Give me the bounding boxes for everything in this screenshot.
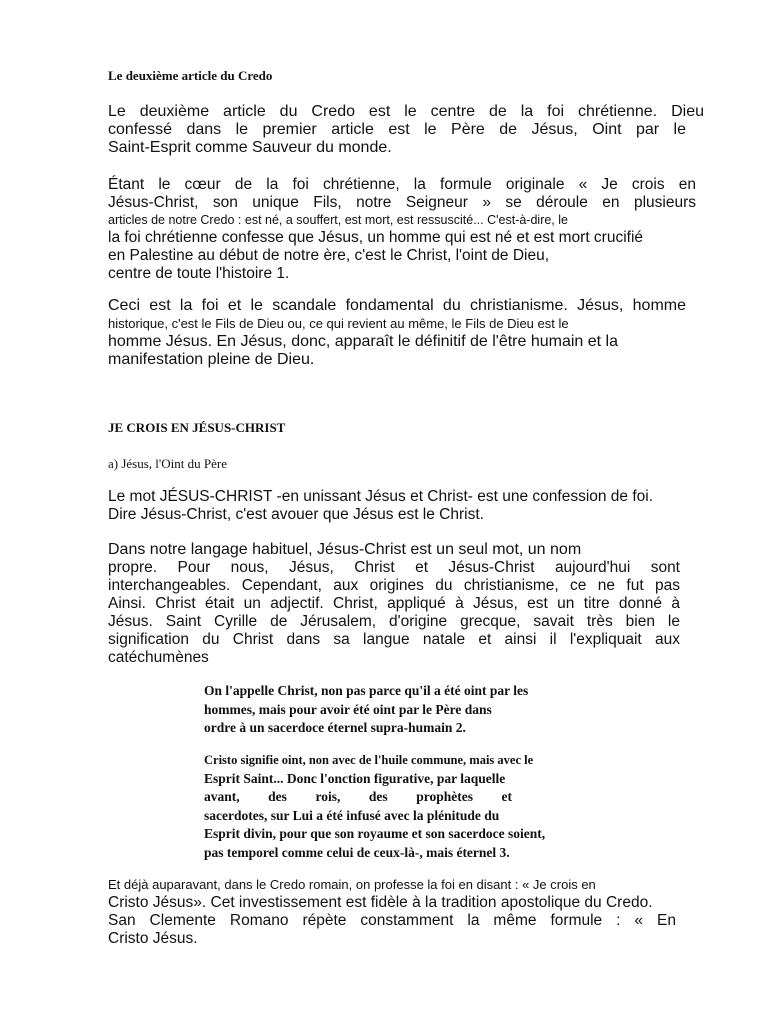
text-line: historique, c'est le Fils de Dieu ou, ce qui revient au même, le Fils de Dieu est le (108, 316, 569, 331)
text-line: catéchumènes (108, 649, 209, 666)
quote-line: ordre à un sacerdoce éternel supra-humain 2. (204, 720, 466, 735)
text-line: Dans notre langage habituel, Jésus-Christ est un seul mot, un nom (108, 541, 582, 558)
text-line: Étant le cœur de la foi chrétienne, la formule originale « Je crois en (108, 176, 696, 193)
text-line: Cristo Jésus. (108, 930, 198, 947)
paragraph-4 (108, 488, 698, 524)
quote-line: Cristo signifie oint, non avec de l'huile commune, mais avec le (204, 753, 534, 767)
text-line: Cristo Jésus». Cet investissement est fidèle à la tradition apostolique du Credo. (108, 894, 653, 911)
quote-line: hommes, mais pour avoir été oint par le Père dans (204, 701, 492, 717)
text-line: homme Jésus. En Jésus, donc, apparaît le définitif de l'être humain et la (108, 333, 618, 350)
document-title: Le deuxième article du Credo (108, 68, 273, 83)
paragraph-3 (108, 297, 686, 369)
section-heading: JE CROIS EN JÉSUS-CHRIST (108, 420, 286, 435)
text-line: Jésus-Christ, son unique Fils, notre Seigneur » se déroule en plusieurs (108, 194, 696, 211)
text-line: Saint-Esprit comme Sauveur du monde. (108, 139, 392, 156)
block-quote-1 (204, 682, 590, 738)
quote-line: Esprit Saint... Donc l'onction figurative, par laquelle (204, 770, 506, 786)
quote-line: avant, des rois, des prophètes et (204, 789, 512, 804)
paragraph-5 (108, 541, 680, 667)
text-line: confessé dans le premier article est le Père de Jésus, Oint par le (108, 121, 686, 138)
text-line: interchangeables. Cependant, aux origines du christianisme, ce ne fut pas (108, 577, 680, 594)
text-line: Ceci est la foi et le scandale fondamental du christianisme. Jésus, homme (108, 297, 686, 314)
text-line: centre de toute l'histoire 1. (108, 265, 290, 282)
text-line: Le mot JÉSUS-CHRIST -en unissant Jésus et Christ- est une confession de foi. (108, 488, 654, 505)
quote-line: sacerdotes, sur Lui a été infusé avec la plénitude du (204, 807, 500, 823)
paragraph-6 (108, 876, 704, 948)
paragraph-1 (108, 103, 704, 157)
subheading: a) Jésus, l'Oint du Père (108, 456, 227, 471)
text-line: Dire Jésus-Christ, c'est avouer que Jésus est le Christ. (108, 506, 484, 523)
text-line: propre. Pour nous, Jésus, Christ et Jésus-Christ aujourd'hui sont (108, 559, 680, 576)
text-line: San Clemente Romano répète constamment la même formule : « En (108, 912, 676, 929)
block-quote-2 (204, 751, 590, 862)
text-line: manifestation pleine de Dieu. (108, 351, 315, 368)
quote-line: Esprit divin, pour que son royaume et son sacerdoce soient, (204, 826, 546, 841)
paragraph-2 (108, 176, 696, 283)
text-line: Le deuxième article du Credo est le centre de la foi chrétienne. Dieu (108, 103, 704, 120)
text-line: en Palestine au début de notre ère, c'est le Christ, l'oint de Dieu, (108, 247, 550, 264)
text-line: articles de notre Credo : est né, a souffert, est mort, est ressuscité... C'est-à-dire, le (108, 213, 568, 227)
text-line: signification du Christ dans sa langue natale et ainsi il l'expliquait aux (108, 631, 680, 648)
text-line: Et déjà auparavant, dans le Credo romain, on professe la foi en disant : « Je crois en (108, 877, 596, 892)
text-line: Jésus. Saint Cyrille de Jérusalem, d'origine grecque, savait très bien le (108, 613, 680, 630)
quote-line: pas temporel comme celui de ceux-là-, mais éternel 3. (204, 844, 510, 860)
text-line: Ainsi. Christ était un adjectif. Christ, appliqué à Jésus, est un titre donné à (108, 595, 680, 612)
quote-line: On l'appelle Christ, non pas parce qu'il a été oint par les (204, 683, 529, 698)
text-line: la foi chrétienne confesse que Jésus, un homme qui est né et est mort crucifié (108, 229, 644, 246)
